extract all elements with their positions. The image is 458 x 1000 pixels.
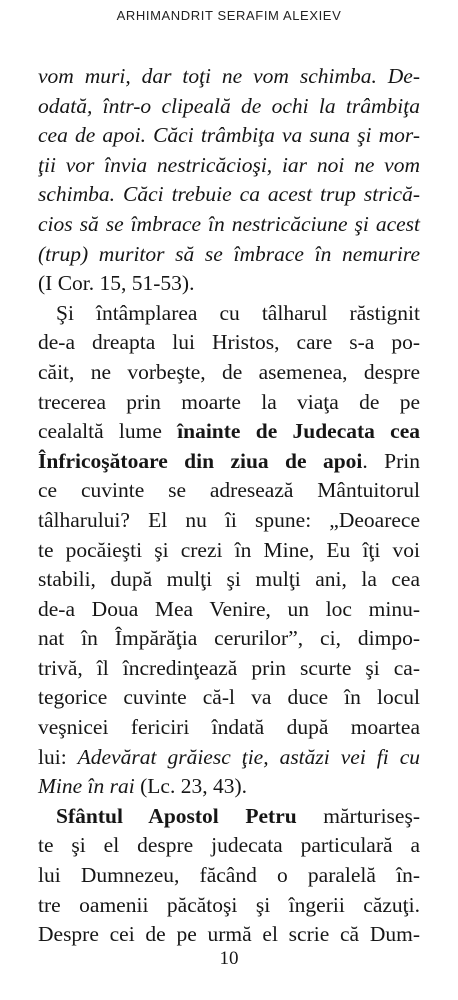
paragraph-line: de-a Doua Mea Venire, un loc minu- xyxy=(38,596,420,621)
bible-reference: (Lc. 23, 43). xyxy=(134,774,247,799)
paragraph-line: căit, ne vorbeşte, de asemenea, despre xyxy=(38,359,420,384)
italic-quote: Adevărat grăiesc ţie, astăzi vei fi cu xyxy=(77,744,420,769)
quote-line: ţii vor învia nestricăcioşi, iar noi ne vom xyxy=(38,152,420,177)
paragraph-line: Şi întâmplarea cu tâlharul răstignit xyxy=(56,300,420,325)
paragraph-line: ce cuvinte se adresează Mântuitorul xyxy=(38,478,420,503)
paragraph-line: lui Dumnezeu, făcând o paralelă în- xyxy=(38,863,420,888)
page-body xyxy=(38,62,420,950)
bold-emphasis: Sfântul Apostol Petru xyxy=(56,803,297,828)
italic-quote: Mine în rai xyxy=(38,774,135,799)
quote-line: vom muri, dar toţi ne vom schimba. De- xyxy=(38,64,420,88)
paragraph-line: stabili, după mulţi şi mulţi ani, la cea xyxy=(38,567,420,592)
bible-reference: (I Cor. 15, 51-53). xyxy=(38,271,195,296)
paragraph-line: de-a dreapta lui Hristos, care s-a po- xyxy=(38,330,420,355)
page-number: 10 xyxy=(219,948,239,969)
paragraph-line xyxy=(38,447,420,477)
paragraph-line: trivă, îl încredinţează prin scurte şi ca- xyxy=(38,655,420,680)
paragraph-line: te şi el despre judecata particulară a xyxy=(38,833,420,858)
paragraph-line: Despre cei de pe urmă el scrie că Dum- xyxy=(38,922,420,947)
paragraph-line: trecerea prin moarte la viaţa de pe xyxy=(38,389,420,414)
quote-line: cea de apoi. Căci trâmbiţa va suna şi mor- xyxy=(38,123,420,148)
paragraph-line: veşnicei fericiri îndată după moartea xyxy=(38,715,420,740)
quote-line: odată, într-o clipeală de ochi la trâmbiţa xyxy=(38,93,420,118)
paragraph-line xyxy=(38,802,420,832)
bold-emphasis: Înfricoşătoare din ziua de apoi xyxy=(38,448,363,473)
quote-line: (trup) muritor să se îmbrace în nemurire xyxy=(38,241,420,266)
paragraph-line: tâlharului? El nu îi spune: „Deoarece xyxy=(38,507,420,532)
quote-line: cios să se îmbrace în nestricăciune şi acest xyxy=(38,211,420,236)
paragraph-line: tegorice cuvinte că-l va duce în locul xyxy=(38,685,420,710)
paragraph-line xyxy=(38,743,420,773)
paragraph-line: nat în Împărăţia cerurilor”, ci, dimpo- xyxy=(38,626,420,651)
running-header: ARHIMANDRIT SERAFIM ALEXIEV xyxy=(116,8,342,23)
paragraph-line: te pocăieşti şi crezi în Mine, Eu îţi voi xyxy=(38,537,420,562)
quote-paragraph xyxy=(38,62,420,299)
bold-emphasis: înainte de Judecata cea xyxy=(177,419,421,444)
text-run: cealaltă lume xyxy=(38,419,178,444)
paragraph-peter xyxy=(38,802,420,950)
paragraph-line xyxy=(38,417,420,447)
text-run: . Prin xyxy=(362,448,420,473)
paragraph-thief xyxy=(38,299,420,802)
text-run: lui: xyxy=(38,744,78,769)
quote-line: schimba. Căci trebuie ca acest trup strică- xyxy=(38,182,420,207)
paragraph-line: tre oamenii păcătoşi şi îngerii căzuţi. xyxy=(38,892,420,917)
paragraph-line xyxy=(38,772,420,802)
text-run: mărturiseş- xyxy=(296,803,420,828)
